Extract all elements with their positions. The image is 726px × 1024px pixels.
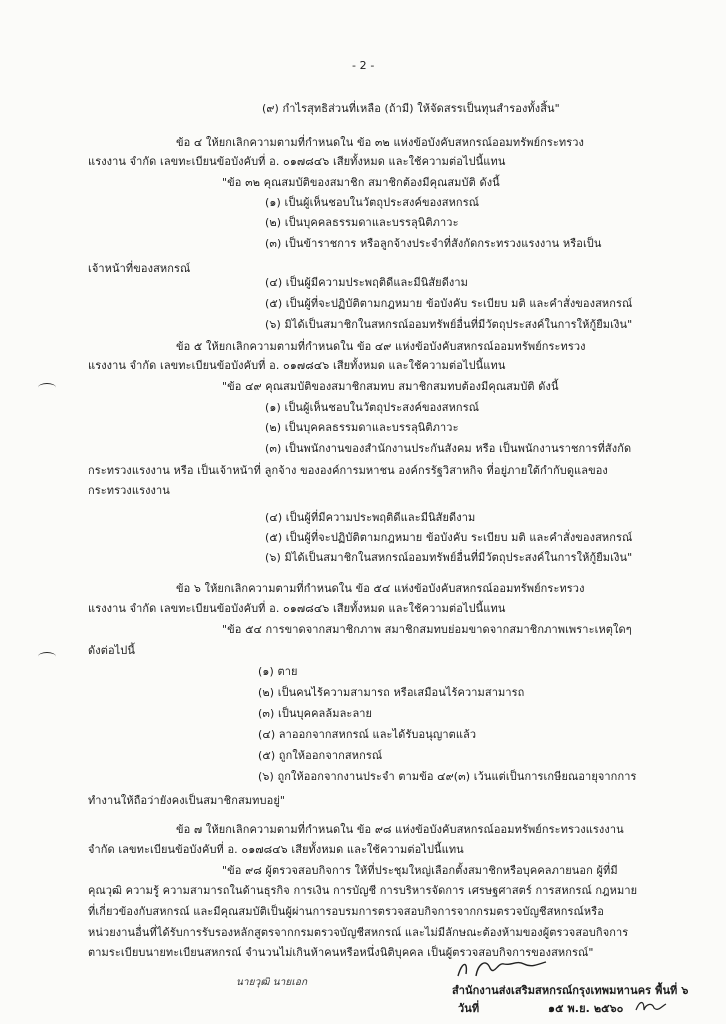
list-item: (๓) เป็นพนักงานของสำนักงานประกันสังคม หรือ เป็นพนักงานราชการที่สังกัด — [265, 442, 632, 455]
list-item: (๔) เป็นผู้มีความประพฤติดีและมีนิสัยดีงาม — [265, 276, 469, 289]
list-item: (๑) ตาย — [258, 665, 298, 678]
text-line: "ข้อ ๕๔ การขาดจากสมาชิกภาพ สมาชิกสมทบย่อมขาดจากสมาชิกภาพเพราะเหตุใดๆ — [222, 623, 632, 636]
list-item: (๒) เป็นบุคคลธรรมดาและบรรลุนิติภาวะ — [265, 421, 459, 434]
list-item: (๑) เป็นผู้เห็นชอบในวัตถุประสงค์ของสหกรณ์ — [265, 196, 480, 209]
text-line: (๙) กำไรสุทธิส่วนที่เหลือ (ถ้ามี) ให้จัดสรรเป็นทุนสำรองทั้งสิ้น" — [262, 102, 560, 115]
list-item: (๔) เป็นผู้ที่มีความประพฤติดีและมีนิสัยดีงาม — [265, 511, 476, 524]
clause-6-heading: ข้อ ๖ ให้ยกเลิกความตามที่กำหนดใน ข้อ ๕๔ แห่งข้อบังคับสหกรณ์ออมทรัพย์กระทรวง — [176, 582, 585, 595]
clause-4-heading: ข้อ ๔ ให้ยกเลิกความตามที่กำหนดใน ข้อ ๓๒ แห่งข้อบังคับสหกรณ์ออมทรัพย์กระทรวง — [176, 136, 585, 149]
list-item: (๖) ถูกให้ออกจากงานประจำ ตามข้อ ๔๙(๓) เว้นแต่เป็นการเกษียณอายุจากการ — [258, 770, 637, 783]
handwritten-note: นายวุฒิ นายเอก — [236, 977, 308, 988]
margin-mark — [38, 652, 56, 661]
list-item: (๓) เป็นบุคคลล้มละลาย — [258, 707, 373, 720]
text-line: ทำงานให้ถือว่ายังคงเป็นสมาชิกสมทบอยู่" — [88, 794, 286, 807]
stamp-date-label: วันที่ — [458, 1002, 480, 1015]
initials-scribble-icon — [632, 996, 668, 1016]
list-item: (๑) เป็นผู้เห็นชอบในวัตถุประสงค์ของสหกรณ์ — [265, 401, 480, 414]
text-line: กระทรวงแรงงาน — [88, 484, 170, 497]
margin-mark — [38, 383, 56, 392]
text-line: จำกัด เลขทะเบียนข้อบังคับที่ อ. ๐๑๗๘๔๖ เสียทั้งหมด และใช้ความต่อไปนี้แทน — [88, 843, 464, 856]
text-line: แรงงาน จำกัด เลขทะเบียนข้อบังคับที่ อ. ๐๑๗๘๔๖ เสียทั้งหมด และใช้ความต่อไปนี้แทน — [88, 155, 506, 168]
text-line: หน่วยงานอื่นที่ได้รับการรับรองหลักสูตรจากกรมตรวจบัญชีสหกรณ์ และไม่มีลักษณะต้องห้ามของผู้ตรวจสอบกิจการ — [88, 926, 629, 939]
text-line: เจ้าหน้าที่ของสหกรณ์ — [88, 262, 191, 275]
list-item: (๓) เป็นข้าราชการ หรือลูกจ้างประจำที่สังกัดกระทรวงแรงงาน หรือเป็น — [265, 237, 602, 250]
text-line: "ข้อ ๓๒ คุณสมบัติของสมาชิก สมาชิกต้องมีคุณสมบัติ ดังนี้ — [222, 176, 500, 189]
text-line: "ข้อ ๔๙ คุณสมบัติของสมาชิกสมทบ สมาชิกสมทบต้องมีคุณสมบัติ ดังนี้ — [222, 380, 559, 393]
stamp-office-name: สำนักงานส่งเสริมสหกรณ์กรุงเทพมหานคร พื้นที่ ๖ — [452, 984, 689, 997]
clause-5-heading: ข้อ ๕ ให้ยกเลิกความตามที่กำหนดใน ข้อ ๔๙ แห่งข้อบังคับสหกรณ์ออมทรัพย์กระทรวง — [176, 340, 586, 353]
clause-7-heading: ข้อ ๗ ให้ยกเลิกความตามที่กำหนดใน ข้อ ๙๘ แห่งข้อบังคับสหกรณ์ออมทรัพย์กระทรวงแรงงาน — [176, 823, 624, 836]
stamp-date: ๑๕ พ.ย. ๒๕๖๐ — [548, 1002, 624, 1015]
list-item: (๒) เป็นคนไร้ความสามารถ หรือเสมือนไร้ความสามารถ — [258, 686, 525, 699]
text-line: ที่เกี่ยวข้องกับสหกรณ์ และมีคุณสมบัติเป็นผู้ผ่านการอบรมการตรวจสอบกิจการจากกรมตรวจบัญชีสหกรณ์หรือ — [88, 905, 604, 918]
text-line: คุณวุฒิ ความรู้ ความสามารถในด้านธุรกิจ การเงิน การบัญชี การบริหารจัดการ เศรษฐศาสตร์ การสหกรณ์ กฎหมาย — [88, 884, 638, 897]
text-line: ดังต่อไปนี้ — [88, 644, 135, 657]
list-item: (๖) มิได้เป็นสมาชิกในสหกรณ์ออมทรัพย์อื่นที่มีวัตถุประสงค์ในการให้กู้ยืมเงิน" — [265, 318, 633, 331]
list-item: (๒) เป็นบุคคลธรรมดาและบรรลุนิติภาวะ — [265, 216, 459, 229]
text-line: แรงงาน จำกัด เลขทะเบียนข้อบังคับที่ อ. ๐๑๗๘๔๖ เสียทั้งหมด และใช้ความต่อไปนี้แทน — [88, 359, 506, 372]
list-item: (๕) เป็นผู้ที่จะปฏิบัติตามกฎหมาย ข้อบังคับ ระเบียบ มติ และคำสั่งของสหกรณ์ — [265, 531, 633, 544]
text-line: กระทรวงแรงงาน หรือ เป็นเจ้าหน้าที่ ลูกจ้าง ขององค์การมหาชน องค์กรรัฐวิสาหกิจ ที่อยู่ภายใต้กำกับดูแลของ — [88, 464, 608, 477]
list-item: (๕) เป็นผู้ที่จะปฏิบัติตามกฎหมาย ข้อบังคับ ระเบียบ มติ และคำสั่งของสหกรณ์ — [265, 297, 633, 310]
text-line: แรงงาน จำกัด เลขทะเบียนข้อบังคับที่ อ. ๐๑๗๘๔๖ เสียทั้งหมด และใช้ความต่อไปนี้แทน — [88, 602, 506, 615]
page-number: - 2 - — [352, 59, 375, 72]
list-item: (๕) ถูกให้ออกจากสหกรณ์ — [258, 749, 383, 762]
list-item: (๖) มิได้เป็นสมาชิกในสหกรณ์ออมทรัพย์อื่นที่มีวัตถุประสงค์ในการให้กู้ยืมเงิน" — [265, 551, 633, 564]
text-line: "ข้อ ๙๘ ผู้ตรวจสอบกิจการ ให้ที่ประชุมใหญ่เลือกตั้งสมาชิกหรือบุคคลภายนอก ผู้ที่มี — [222, 864, 618, 877]
text-line: ตามระเบียบนายทะเบียนสหกรณ์ จำนวนไม่เกินห้าคนหรือหนึ่งนิติบุคคล เป็นผู้ตรวจสอบกิจการของสหกรณ์" — [88, 946, 594, 959]
list-item: (๔) ลาออกจากสหกรณ์ และได้รับอนุญาตแล้ว — [258, 728, 477, 741]
signature-scribble-icon — [452, 954, 552, 984]
